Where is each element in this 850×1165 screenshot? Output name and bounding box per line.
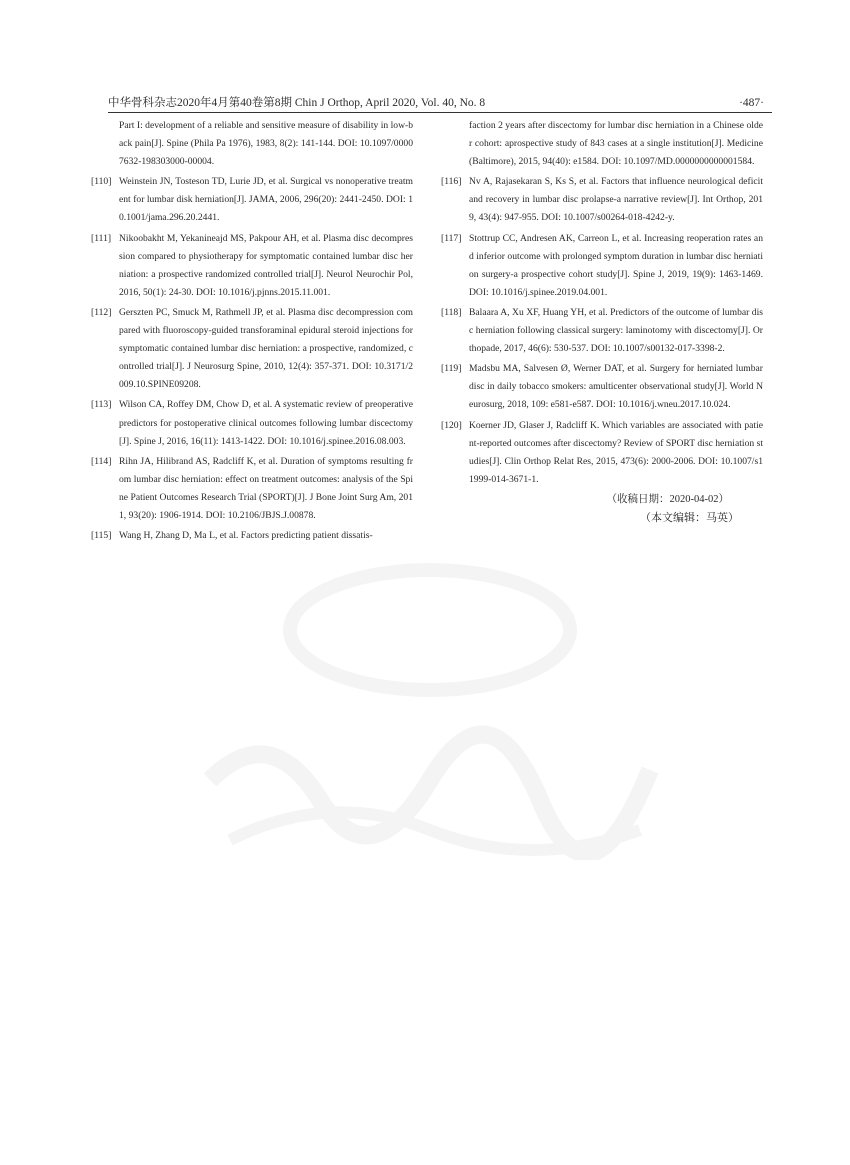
page-number: ·487· [739, 97, 764, 109]
reference-number: [114] [91, 455, 112, 467]
reference-item [441, 173, 763, 227]
running-header [108, 94, 772, 113]
right-column [441, 117, 763, 527]
reference-item [91, 396, 413, 450]
reference-item [91, 230, 413, 302]
reference-item [91, 453, 413, 525]
reference-text: Balaara A, Xu XF, Huang YH, et al. Predictors of the outcome of lumbar disc herniation following classical surgery: laminotomy with discectomy[J]. Orthopade, 2017, 46(6): 530-537. DOI: 10.1007/s00132-017-3398-2. [469, 306, 763, 355]
reference-number: [113] [91, 399, 112, 411]
reference-item [441, 360, 763, 414]
reference-number: [118] [441, 306, 462, 318]
reference-text: Wang H, Zhang D, Ma L, et al. Factors predicting patient dissatis- [119, 530, 373, 542]
journal-watermark [170, 560, 690, 860]
reference-text: Weinstein JN, Tosteson TD, Lurie JD, et al. Surgical vs nonoperative treatment for lumbar disk herniation[J]. JAMA, 2006, 296(20): 2441-2450. DOI: 10.1001/jama.296.20.2441. [119, 176, 413, 224]
reference-text: Nikoobakht M, Yekanineajd MS, Pakpour AH, et al. Plasma disc decompression compared to physiotherapy for symptomatic contained lumbar disc herniation: a prospective randomized controlled trial[J]. Neurol Neurochir Pol, 2016, 50(1): 24-30. DOI: 10.1016/j.pjnns.2015.11.001. [119, 232, 413, 298]
left-column [91, 117, 413, 547]
reference-number: [111] [91, 232, 112, 244]
reference-item [91, 527, 413, 545]
reference-text: Nv A, Rajasekaran S, Ks S, et al. Factors that influence neurological deficit and recovery in lumbar disc prolapse-a narrative review[J]. Int Orthop, 2019, 43(4): 947-955. DOI: 10.1007/s00264-018-4242-y. [469, 176, 763, 224]
reference-continuation: Part I: development of a reliable and sensitive measure of disability in low-back pain[J]. Spine (Phila Pa 1976), 1983, 8(2): 141-144. DOI: 10.1097/00007632-198303000-00004. [119, 120, 413, 168]
reference-text: Wilson CA, Roffey DM, Chow D, et al. A systematic review of preoperative predictors for postoperative clinical outcomes following lumbar discectomy[J]. Spine J, 2016, 16(11): 1413-1422. DOI: 10.1016/j.spinee.2016.08.003. [119, 399, 413, 447]
reference-item [441, 304, 763, 358]
reference-number: [115] [91, 530, 112, 542]
received-date: （收稿日期：2020-04-02） [606, 493, 729, 505]
reference-item [91, 173, 413, 227]
reference-number: [112] [91, 306, 112, 318]
reference-item [91, 304, 413, 394]
reference-text: Gerszten PC, Smuck M, Rathmell JP, et al. Plasma disc decompression compared with fluoroscopy-guided transforaminal epidural steroid injections for symptomatic contained lumbar disc herniation: a prospective, randomized, controlled trial[J]. J Neurosurg Spine, 2010, 12(4): 357-371. DOI: 10.3171/2009.10.SPINE09208. [119, 306, 413, 391]
reference-text: Rihn JA, Hilibrand AS, Radcliff K, et al. Duration of symptoms resulting from lumbar disc herniation: effect on treatment outcomes: analysis of the Spine Patient Outcomes Research Trial (SPORT)[J]. J Bone Joint Surg Am, 2011, 93(20): 1906-1914. DOI: 10.2106/JBJS.J.00878. [119, 455, 413, 521]
reference-number: [110] [91, 176, 112, 188]
reference-number: [120] [441, 419, 462, 431]
reference-number: [116] [441, 176, 462, 188]
reference-text: Madsbu MA, Salvesen Ø, Werner DAT, et al. Surgery for herniated lumbar disc in daily tobacco smokers: amulticenter observational study[J]. World Neurosurg, 2018, 109: e581-e587. DOI: 10.1016/j.wneu.2017.10.024. [469, 363, 763, 411]
editor-note: （本文编辑：马英） [640, 511, 739, 524]
reference-number: [119] [441, 363, 462, 375]
reference-item [441, 230, 763, 302]
reference-item [441, 417, 763, 489]
reference-text: Stottrup CC, Andresen AK, Carreon L, et al. Increasing reoperation rates and inferior outcome with prolonged symptom duration in lumbar disc herniation surgery-a prospective cohort study[J]. Spine J, 2019, 19(9): 1463-1469. DOI: 10.1016/j.spinee.2019.04.001. [469, 232, 763, 298]
reference-text: Koerner JD, Glaser J, Radcliff K. Which variables are associated with patient-reported outcomes after discectomy? Review of SPORT disc herniation studies[J]. Clin Orthop Relat Res, 2015, 473(6): 2000-2006. DOI: 10.1007/s11999-014-3671-1. [469, 419, 763, 485]
journal-citation-line: 中华骨科杂志2020年4月第40卷第8期 Chin J Orthop, April 2020, Vol. 40, No. 8 [108, 97, 486, 109]
reference-continuation: faction 2 years after discectomy for lumbar disc herniation in a Chinese older cohort: aprospective study of 843 cases at a single institution[J]. Medicine (Baltimore), 2015, 94(40): e1584. DOI: 10.1097/MD.0000000000001584. [469, 120, 763, 168]
reference-number: [117] [441, 232, 462, 244]
